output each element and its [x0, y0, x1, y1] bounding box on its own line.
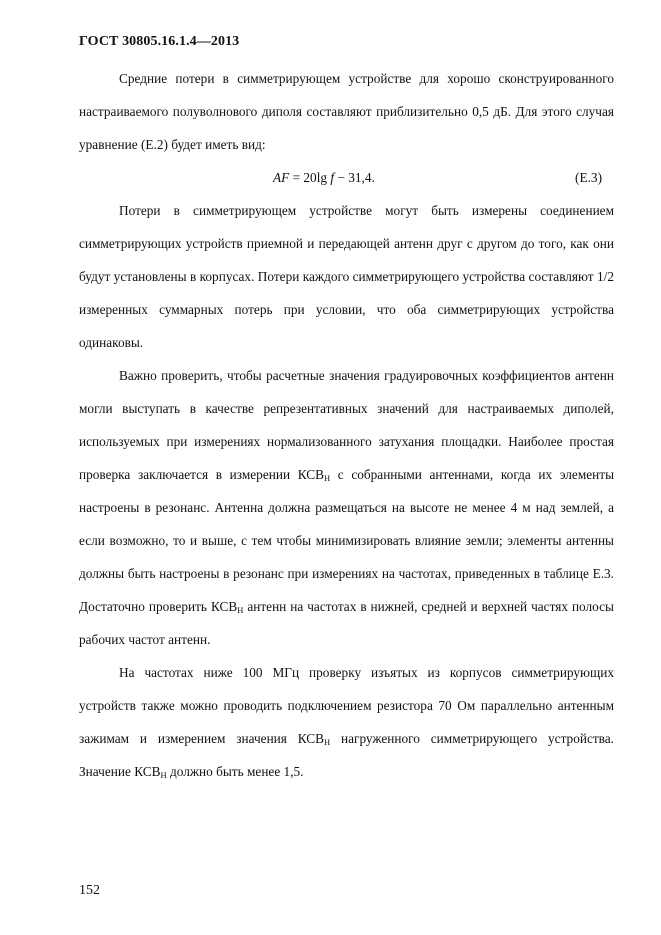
formula-e3 — [79, 161, 614, 194]
vswr-term: $КСВ_Н$ — [297, 467, 331, 483]
antenna-check-text-1: Важно проверить, чтобы расчетные значения градуировочных коэффициентов антенн могли выступать в качестве репрезентативных значений для настраиваемых диполей, используемых при измерениях нормализованного затухания площадки. Наиболее простая проверка заключается в измерении — [79, 368, 614, 482]
antenna-check-text-2: с собранными антеннами, когда их элементы настроены в резонанс. Антенна должна размещаться на высоте не менее 4 м над землей, а если возможно, то и выше, с тем чтобы минимизировать влияние земли; элементы антенны должны быть настроены в резонанс при измерениях на частотах, приведенных в таблице Е.3. Достаточно проверить — [79, 467, 614, 614]
paragraph-low-frequency-check — [79, 656, 614, 788]
paragraph-balun-loss: Средние потери в симметрирующем устройстве для хорошо сконструированного настраиваемого полуволнового диполя составляют приблизительно 0,5 дБ. Для этого случая уравнение (Е.2) будет иметь вид: — [79, 71, 614, 152]
formula-rest: − 31,4. — [334, 170, 375, 185]
paragraph-balun-measurement: Потери в симметрирующем устройстве могут быть измерены соединением симметрирующих устройств приемной и передающей антенн друг с другом до того, как они будут установлены в корпусах. Потери каждого симметрирующего устройства составляют 1/2 измеренных суммарных потерь при условии, что оба симметрирующих устройства одинаковы. — [79, 203, 614, 350]
low-frequency-text-1: На частотах ниже 100 МГц проверку изъятых из корпусов симметрирующих устройств также можно проводить подключением резистора 70 Ом параллельно антенным зажимам и измерением значения — [79, 665, 614, 746]
formula-lhs: AF — [273, 170, 290, 185]
paragraph-antenna-check — [79, 359, 614, 656]
vswr-term: $КСВ_Н$ — [134, 764, 167, 780]
document-body — [79, 62, 614, 788]
low-frequency-text-2: нагруженного симметрирующего устройства. Значение — [79, 731, 615, 779]
formula-expression — [273, 161, 375, 194]
formula-equals: = 20lg — [289, 170, 331, 185]
formula-number: (Е.3) — [575, 170, 602, 185]
vswr-term: $КСВ_Н$ — [297, 731, 331, 747]
page-number: 152 — [79, 883, 100, 898]
vswr-term: $КСВ_Н$ — [210, 599, 244, 615]
document-header: ГОСТ 30805.16.1.4—2013 — [79, 34, 240, 49]
low-frequency-text-3: должно быть менее 1,5. — [166, 764, 304, 779]
formula-variable: f — [330, 170, 335, 185]
antenna-check-text-3: антенн на частотах в нижней, средней и верхней частях полосы рабочих частот антенн. — [79, 599, 614, 647]
